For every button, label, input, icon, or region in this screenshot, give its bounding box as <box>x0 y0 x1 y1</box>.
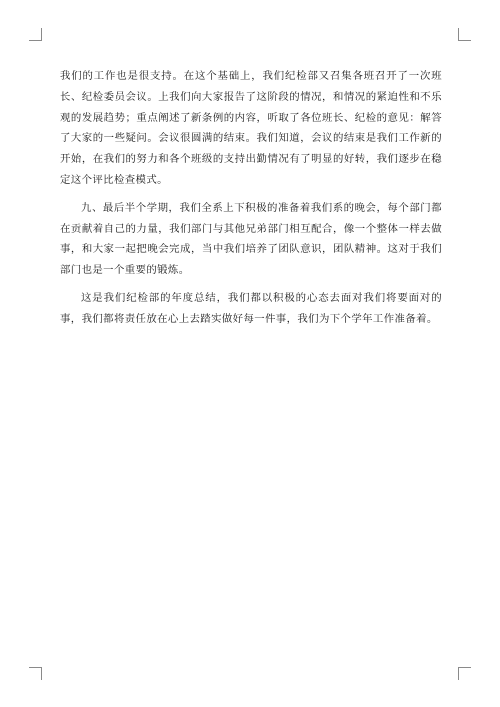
document-body <box>60 66 442 337</box>
top-right-crop-mark <box>458 28 471 41</box>
top-left-crop-mark <box>29 28 42 41</box>
paragraph-continuation: 我们的工作也是很支持。在这个基础上，我们纪检部又召集各班召开了一次班长、纪检委员会议。上我们向大家报告了这阶段的情况，和情况的紧迫性和不乐观的发展趋势；重点阐述了新条例的内容，听取了各位班长、纪检的意见：解答了大家的一些疑问。会议很圆满的结束。我们知道，会议的结束是我们工作新的开始，在我们的努力和各个班级的支持出勤情况有了明显的好转，我们逐步在稳定这个评比检查模式。 <box>60 70 442 186</box>
paragraph-item-nine: 九、最后半个学期，我们全系上下积极的准备着我们系的晚会，每个部门都在贡献着自己的力量，我们部门与其他兄弟部门相互配合，像一个整体一样去做事，和大家一起把晚会完成，当中我们培养了团队意识，团队精神。这对于我们部门也是一个重要的锻炼。 <box>60 201 442 277</box>
paragraph-summary: 这是我们纪检部的年度总结，我们都以积极的心态去面对我们将要面对的事，我们都将责任放在心上去踏实做好每一件事，我们为下个学年工作准备着。 <box>60 291 442 325</box>
bottom-left-crop-mark <box>29 667 42 680</box>
bottom-right-crop-mark <box>458 667 471 680</box>
